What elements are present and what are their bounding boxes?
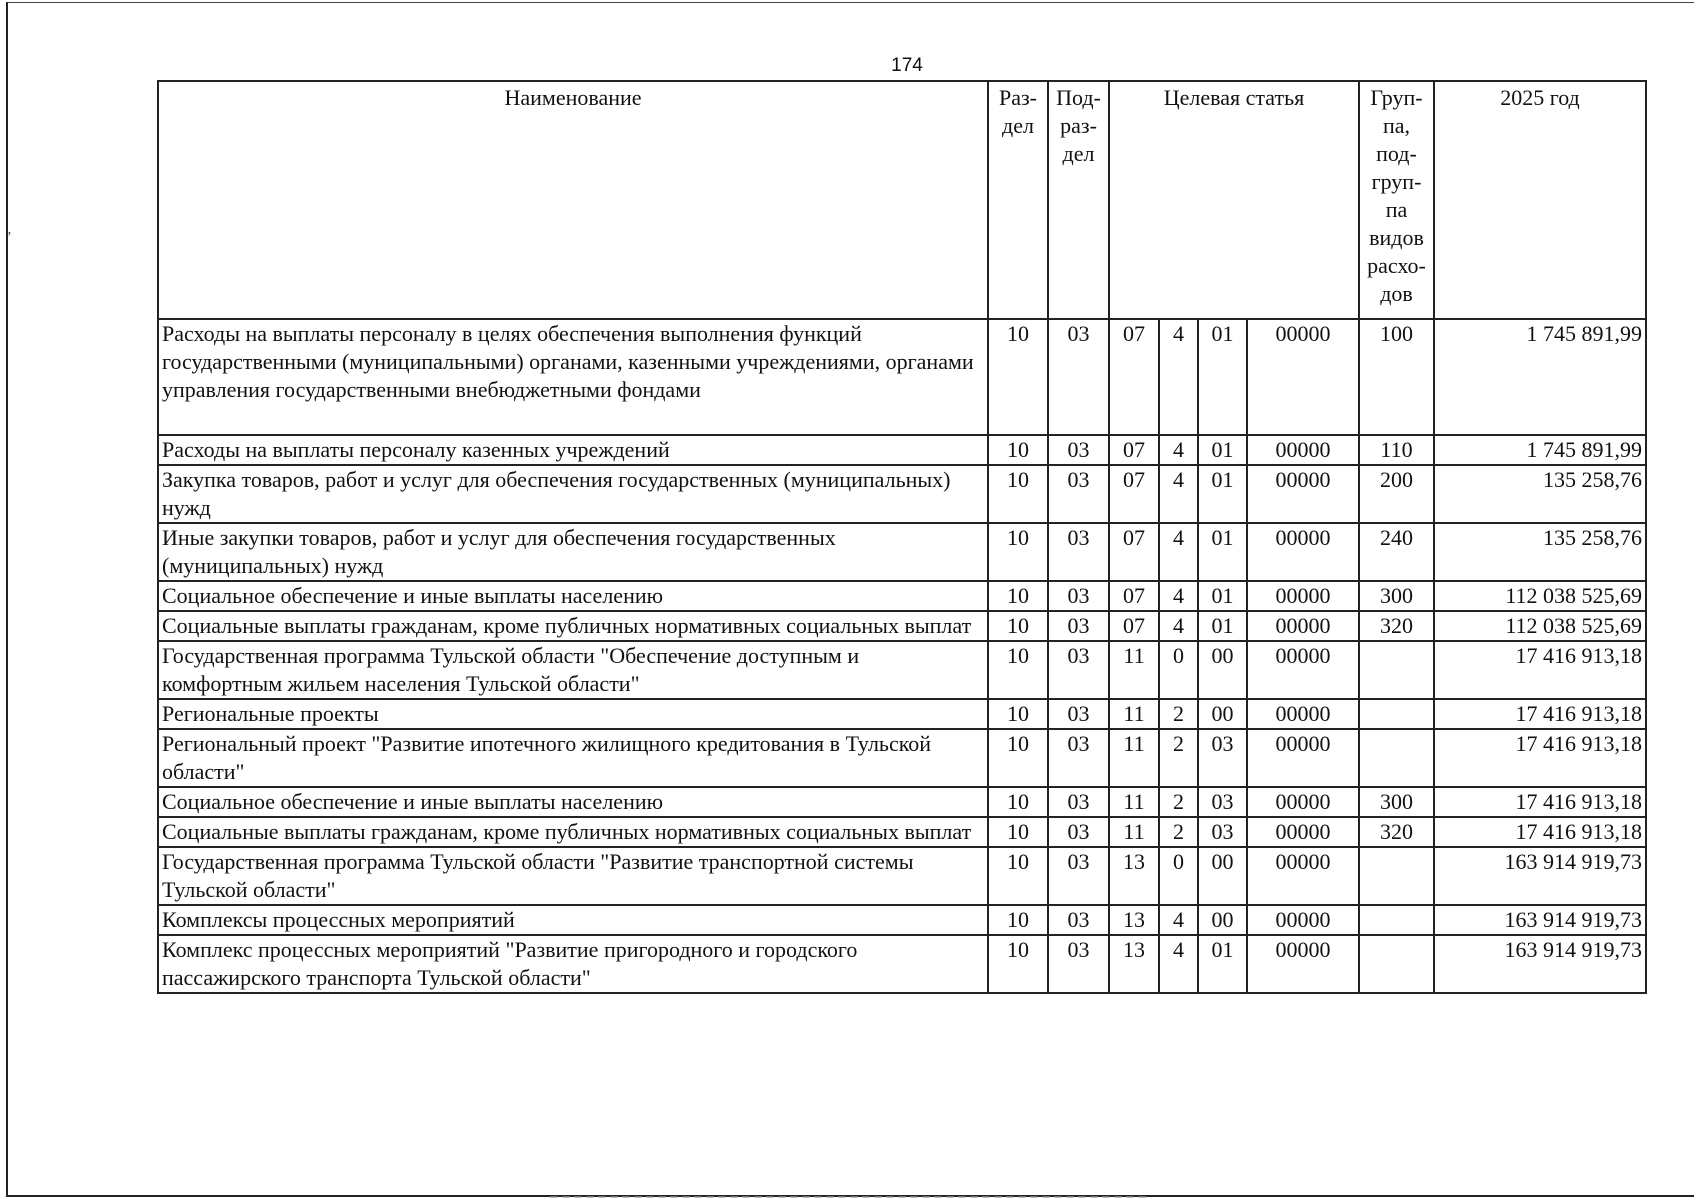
row-section: 10 [988, 729, 1048, 787]
row-target-program: 11 [1109, 729, 1159, 787]
row-target-program: 07 [1109, 435, 1159, 465]
row-target-event: 03 [1198, 817, 1247, 847]
row-target-program: 11 [1109, 817, 1159, 847]
header-subsection: Под- раз- дел [1048, 81, 1109, 319]
table-row [158, 699, 1646, 729]
row-name: Социальные выплаты гражданам, кроме публичных нормативных социальных выплат [158, 611, 988, 641]
row-target-subprogram: 4 [1159, 465, 1198, 523]
row-target-event: 03 [1198, 729, 1247, 787]
row-target-program: 13 [1109, 905, 1159, 935]
row-section: 10 [988, 699, 1048, 729]
row-amount: 17 416 913,18 [1434, 699, 1646, 729]
table-row [158, 435, 1646, 465]
row-subsection: 03 [1048, 611, 1109, 641]
table-row [158, 641, 1646, 699]
row-target-direction: 00000 [1247, 523, 1359, 581]
row-amount: 163 914 919,73 [1434, 847, 1646, 905]
row-target-direction: 00000 [1247, 435, 1359, 465]
row-expense-type [1359, 905, 1434, 935]
row-amount: 112 038 525,69 [1434, 581, 1646, 611]
row-target-direction: 00000 [1247, 817, 1359, 847]
row-target-event: 00 [1198, 847, 1247, 905]
table-row [158, 817, 1646, 847]
row-expense-type: 300 [1359, 581, 1434, 611]
header-name: Наименование [158, 81, 988, 319]
row-amount: 163 914 919,73 [1434, 905, 1646, 935]
row-section: 10 [988, 641, 1048, 699]
header-year: 2025 год [1434, 81, 1646, 319]
row-target-program: 07 [1109, 581, 1159, 611]
row-section: 10 [988, 319, 1048, 435]
row-section: 10 [988, 847, 1048, 905]
row-target-subprogram: 4 [1159, 319, 1198, 435]
table-row [158, 319, 1646, 435]
row-target-event: 00 [1198, 699, 1247, 729]
row-subsection: 03 [1048, 817, 1109, 847]
row-target-direction: 00000 [1247, 319, 1359, 435]
row-subsection: 03 [1048, 729, 1109, 787]
row-target-subprogram: 2 [1159, 817, 1198, 847]
row-name: Иные закупки товаров, работ и услуг для обеспечения государственных (муниципальных) нужд [158, 523, 988, 581]
row-subsection: 03 [1048, 699, 1109, 729]
row-target-subprogram: 2 [1159, 699, 1198, 729]
row-name: Государственная программа Тульской области "Развитие транспортной системы Тульской области" [158, 847, 988, 905]
row-target-program: 11 [1109, 787, 1159, 817]
row-section: 10 [988, 787, 1048, 817]
row-target-event: 00 [1198, 641, 1247, 699]
row-target-program: 07 [1109, 523, 1159, 581]
row-subsection: 03 [1048, 435, 1109, 465]
header-expense-group: Груп- па, под- груп- па видов расхо- дов [1359, 81, 1434, 319]
row-name: Закупка товаров, работ и услуг для обеспечения государственных (муниципальных) нужд [158, 465, 988, 523]
row-target-event: 01 [1198, 611, 1247, 641]
row-amount: 1 745 891,99 [1434, 435, 1646, 465]
row-section: 10 [988, 817, 1048, 847]
table-row [158, 787, 1646, 817]
row-target-program: 13 [1109, 935, 1159, 993]
row-target-event: 01 [1198, 465, 1247, 523]
row-target-event: 03 [1198, 787, 1247, 817]
row-section: 10 [988, 935, 1048, 993]
row-name: Расходы на выплаты персоналу казенных учреждений [158, 435, 988, 465]
row-target-subprogram: 4 [1159, 905, 1198, 935]
row-expense-type [1359, 641, 1434, 699]
row-expense-type: 320 [1359, 817, 1434, 847]
row-section: 10 [988, 611, 1048, 641]
row-target-subprogram: 4 [1159, 581, 1198, 611]
row-expense-type [1359, 729, 1434, 787]
row-expense-type [1359, 935, 1434, 993]
row-target-subprogram: 4 [1159, 935, 1198, 993]
row-amount: 135 258,76 [1434, 523, 1646, 581]
row-expense-type: 240 [1359, 523, 1434, 581]
row-target-program: 11 [1109, 641, 1159, 699]
row-amount: 135 258,76 [1434, 465, 1646, 523]
row-section: 10 [988, 435, 1048, 465]
table-row [158, 523, 1646, 581]
scan-mark: ʼ [7, 230, 12, 245]
row-amount: 17 416 913,18 [1434, 817, 1646, 847]
row-target-subprogram: 2 [1159, 729, 1198, 787]
row-amount: 1 745 891,99 [1434, 319, 1646, 435]
header-target-article: Целевая статья [1109, 81, 1359, 319]
row-target-direction: 00000 [1247, 787, 1359, 817]
row-name: Расходы на выплаты персоналу в целях обеспечения выполнения функций государственными (муниципальными) органами, казенными учреждениями, органами управления государственными внебюджетными фондами [158, 319, 988, 435]
row-expense-type [1359, 847, 1434, 905]
row-target-subprogram: 4 [1159, 435, 1198, 465]
row-expense-type: 100 [1359, 319, 1434, 435]
row-subsection: 03 [1048, 641, 1109, 699]
row-name: Региональные проекты [158, 699, 988, 729]
row-subsection: 03 [1048, 905, 1109, 935]
row-subsection: 03 [1048, 935, 1109, 993]
row-target-subprogram: 0 [1159, 847, 1198, 905]
row-target-direction: 00000 [1247, 641, 1359, 699]
row-subsection: 03 [1048, 581, 1109, 611]
table-row [158, 581, 1646, 611]
table-row [158, 729, 1646, 787]
row-target-direction: 00000 [1247, 581, 1359, 611]
row-target-direction: 00000 [1247, 699, 1359, 729]
row-expense-type [1359, 699, 1434, 729]
page-number: 174 [891, 55, 923, 76]
header-section: Раз- дел [988, 81, 1048, 319]
row-amount: 17 416 913,18 [1434, 787, 1646, 817]
table-row [158, 935, 1646, 993]
row-amount: 17 416 913,18 [1434, 641, 1646, 699]
row-target-program: 07 [1109, 465, 1159, 523]
row-target-direction: 00000 [1247, 847, 1359, 905]
scan-artifact [550, 1196, 1150, 1198]
table-row [158, 611, 1646, 641]
row-expense-type: 110 [1359, 435, 1434, 465]
row-amount: 163 914 919,73 [1434, 935, 1646, 993]
row-expense-type: 300 [1359, 787, 1434, 817]
row-name: Региональный проект "Развитие ипотечного жилищного кредитования в Тульской области" [158, 729, 988, 787]
row-target-program: 13 [1109, 847, 1159, 905]
row-target-subprogram: 0 [1159, 641, 1198, 699]
row-target-event: 01 [1198, 935, 1247, 993]
row-target-event: 01 [1198, 523, 1247, 581]
budget-table [157, 80, 1647, 994]
row-target-subprogram: 2 [1159, 787, 1198, 817]
row-target-direction: 00000 [1247, 935, 1359, 993]
row-target-event: 01 [1198, 319, 1247, 435]
row-target-direction: 00000 [1247, 465, 1359, 523]
row-subsection: 03 [1048, 465, 1109, 523]
row-name: Социальное обеспечение и иные выплаты населению [158, 787, 988, 817]
table-header-row [158, 81, 1646, 319]
row-target-event: 01 [1198, 435, 1247, 465]
row-target-program: 11 [1109, 699, 1159, 729]
row-target-program: 07 [1109, 611, 1159, 641]
row-subsection: 03 [1048, 319, 1109, 435]
row-name: Социальное обеспечение и иные выплаты населению [158, 581, 988, 611]
row-name: Социальные выплаты гражданам, кроме публичных нормативных социальных выплат [158, 817, 988, 847]
row-name: Государственная программа Тульской области "Обеспечение доступным и комфортным жильем населения Тульской области" [158, 641, 988, 699]
row-section: 10 [988, 581, 1048, 611]
row-amount: 17 416 913,18 [1434, 729, 1646, 787]
row-amount: 112 038 525,69 [1434, 611, 1646, 641]
table-row [158, 465, 1646, 523]
row-target-direction: 00000 [1247, 905, 1359, 935]
row-section: 10 [988, 523, 1048, 581]
row-subsection: 03 [1048, 847, 1109, 905]
row-target-direction: 00000 [1247, 611, 1359, 641]
row-target-subprogram: 4 [1159, 611, 1198, 641]
row-expense-type: 320 [1359, 611, 1434, 641]
table-row [158, 847, 1646, 905]
row-subsection: 03 [1048, 523, 1109, 581]
row-target-event: 01 [1198, 581, 1247, 611]
row-subsection: 03 [1048, 787, 1109, 817]
table-row [158, 905, 1646, 935]
row-target-subprogram: 4 [1159, 523, 1198, 581]
row-section: 10 [988, 465, 1048, 523]
row-expense-type: 200 [1359, 465, 1434, 523]
row-target-direction: 00000 [1247, 729, 1359, 787]
row-target-program: 07 [1109, 319, 1159, 435]
row-section: 10 [988, 905, 1048, 935]
row-name: Комплексы процессных мероприятий [158, 905, 988, 935]
row-name: Комплекс процессных мероприятий "Развитие пригородного и городского пассажирского транспорта Тульской области" [158, 935, 988, 993]
row-target-event: 00 [1198, 905, 1247, 935]
